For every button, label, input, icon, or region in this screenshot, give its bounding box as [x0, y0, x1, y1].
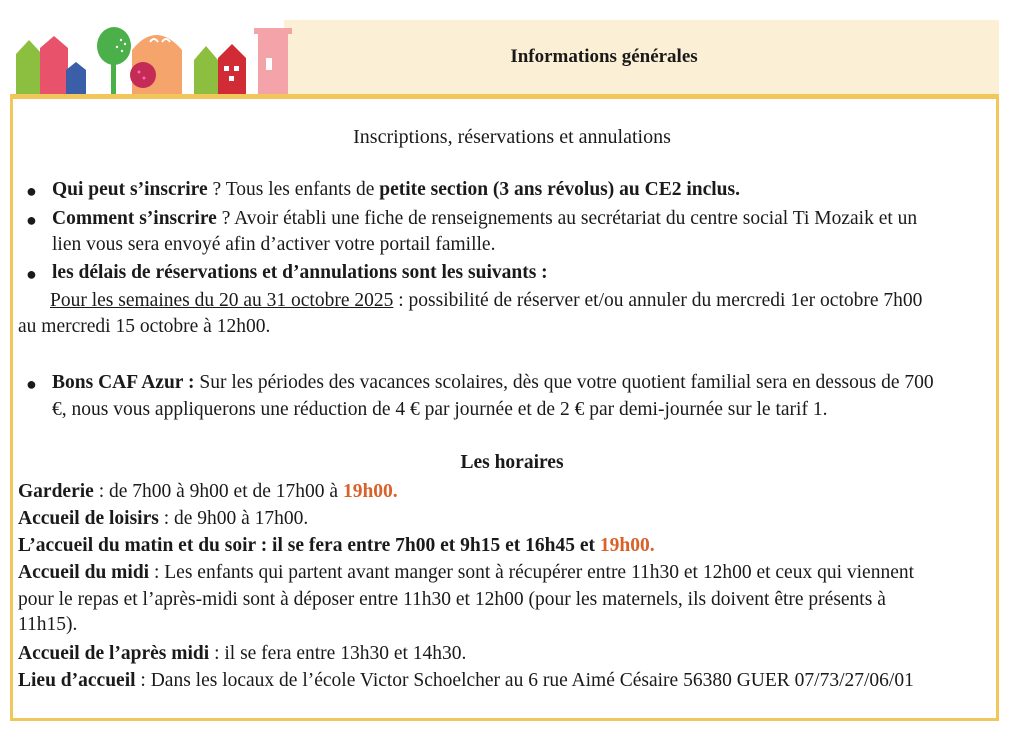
delays-period: Pour les semaines du 20 au 31 octobre 2025 — [50, 290, 394, 311]
midi-line — [18, 560, 914, 586]
how-text2: lien vous sera envoyé afin d’activer votre portail famille. — [52, 234, 496, 255]
garderie-highlight: 19h00. — [342, 481, 398, 502]
who-can-register-item — [52, 177, 740, 203]
page-title: Informations générales — [510, 46, 698, 67]
delays-label — [52, 260, 548, 286]
section-title-inscriptions: Inscriptions, réservations et annulations — [353, 126, 671, 148]
midi-text2: pour le repas et l’après-midi sont à déposer entre 11h30 et 12h00 (pour les maternels, ils doivent être présents à — [18, 589, 886, 610]
lieu-line — [18, 668, 914, 694]
garderie-line — [18, 479, 398, 505]
loisirs-text: : de 9h00 à 17h00. — [158, 508, 309, 529]
caf-text1: Sur les périodes des vacances scolaires, dès que votre quotient familial sera en dessous de 700 — [194, 372, 934, 393]
matin-soir-highlight: 19h00. — [599, 535, 655, 556]
loisirs-line — [18, 506, 308, 532]
midi-label: Accueil du midi — [18, 562, 150, 583]
midi-text3: 11h15). — [18, 614, 78, 635]
how-sep: ? — [216, 208, 235, 229]
caf-item — [52, 370, 934, 396]
garderie-label: Garderie — [18, 481, 94, 502]
loisirs-label: Accueil de loisirs — [18, 508, 159, 529]
apres-midi-label: Accueil de l’après midi — [18, 643, 210, 664]
bullet-icon: ● — [26, 181, 37, 201]
how-to-register-item — [52, 206, 917, 232]
delays-period-line — [50, 288, 922, 314]
bullet-icon: ● — [26, 264, 37, 284]
delays-label-text: les délais de réservations et d’annulations sont les suivants : — [52, 262, 548, 283]
lieu-label: Lieu d’accueil — [18, 670, 136, 691]
bullet-icon: ● — [26, 374, 37, 394]
lieu-text: : Dans les locaux de l’école Victor Schoelcher au 6 rue Aimé Césaire 56380 GUER 07/73/27/06/01 — [135, 670, 914, 691]
bullet-icon: ● — [26, 210, 37, 230]
matin-soir-label: L’accueil du matin et du soir : il se fera entre 7h00 et 9h15 et 16h45 et — [18, 535, 600, 556]
who-label: Qui peut s’inscrire — [52, 179, 208, 200]
colorful-houses-logo — [14, 20, 294, 98]
caf-label: Bons CAF Azur : — [52, 372, 195, 393]
delays-text2: au mercredi 15 octobre à 12h00. — [18, 316, 271, 337]
garderie-text: : de 7h00 à 9h00 et de 17h00 à — [93, 481, 343, 502]
who-bold: petite section (3 ans révolus) au CE2 inclus. — [379, 179, 740, 200]
midi-text1: : Les enfants qui partent avant manger sont à récupérer entre 11h30 et 12h00 et ceux qui viennent — [149, 562, 915, 583]
how-label: Comment s’inscrire — [52, 208, 217, 229]
delays-text1: : possibilité de réserver et/ou annuler du mercredi 1er octobre 7h00 — [393, 290, 923, 311]
who-sep: ? — [207, 179, 226, 200]
how-text1: Avoir établi une fiche de renseignements au secrétariat du centre social Ti Mozaik et un — [234, 208, 918, 229]
who-text: Tous les enfants de — [225, 179, 380, 200]
matin-soir-line — [18, 533, 655, 559]
section-title-horaires: Les horaires — [460, 452, 564, 473]
apres-midi-text: : il se fera entre 13h30 et 14h30. — [209, 643, 467, 664]
apres-midi-line — [18, 641, 466, 667]
caf-text2: €, nous vous appliquerons une réduction de 4 € par journée et de 2 € par demi-journée sur le tarif 1. — [52, 399, 828, 420]
